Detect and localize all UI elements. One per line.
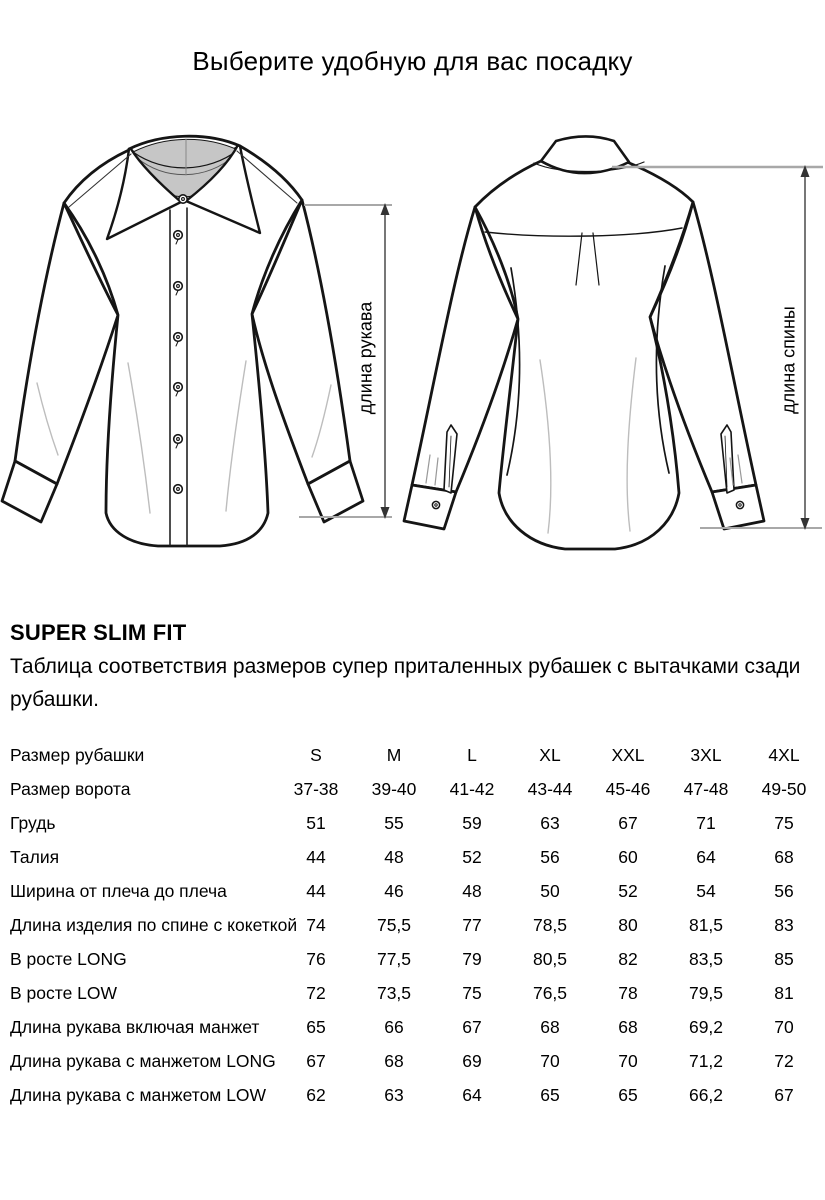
row-label: Размер ворота — [10, 778, 131, 799]
size-value: 70 — [618, 1050, 638, 1071]
table-row — [10, 806, 823, 840]
size-value: 52 — [618, 880, 638, 901]
size-value: 49-50 — [761, 778, 807, 799]
fit-description: Таблица соответствия размеров супер приталенных рубашек с вытачками сзади рубашки. — [10, 655, 801, 711]
size-value: 62 — [306, 1084, 326, 1105]
table-row — [10, 1078, 823, 1112]
size-value: 65 — [618, 1084, 638, 1105]
size-value: 75 — [774, 812, 794, 833]
size-value: 70 — [774, 1016, 794, 1037]
table-row — [10, 908, 823, 942]
table-row — [10, 1044, 823, 1078]
size-value: 72 — [774, 1050, 794, 1071]
size-value: 65 — [306, 1016, 326, 1037]
size-value: 67 — [306, 1050, 326, 1071]
size-value: 85 — [774, 948, 794, 969]
size-value: 47-48 — [683, 778, 729, 799]
size-value: 67 — [774, 1084, 794, 1105]
size-value: 68 — [540, 1016, 560, 1037]
row-label: Размер рубашки — [10, 744, 145, 765]
table-row — [10, 738, 823, 772]
size-value: 4XL — [768, 744, 800, 765]
row-label: Длина изделия по спине с кокеткой — [10, 914, 298, 935]
size-value: 71 — [696, 812, 716, 833]
row-label: Длина рукава с манжетом LOW — [10, 1084, 267, 1105]
size-value: 78,5 — [532, 914, 568, 935]
size-value: XXL — [611, 744, 645, 765]
page-title: Выберите удобную для вас посадку — [192, 46, 633, 76]
size-value: 55 — [384, 812, 404, 833]
size-value: 63 — [540, 812, 560, 833]
size-value: 79,5 — [688, 982, 724, 1003]
size-value: 79 — [462, 948, 482, 969]
fit-heading: SUPER SLIM FIT — [10, 620, 187, 645]
sleeve-length-label: длина рукава — [355, 301, 376, 415]
size-value: 64 — [696, 846, 716, 867]
size-value: 43-44 — [527, 778, 573, 799]
size-value: 66 — [384, 1016, 404, 1037]
size-value: 78 — [618, 982, 638, 1003]
size-value: 52 — [462, 846, 482, 867]
size-value: 68 — [618, 1016, 638, 1037]
size-value: 83 — [774, 914, 794, 935]
row-label: Длина рукава с манжетом LONG — [10, 1050, 276, 1071]
size-value: M — [386, 744, 402, 765]
shirt-diagram — [0, 125, 825, 557]
dimension-overlay — [0, 125, 825, 557]
row-label: В росте LOW — [10, 982, 118, 1003]
size-value: 48 — [384, 846, 404, 867]
row-label: В росте LONG — [10, 948, 127, 969]
table-row — [10, 840, 823, 874]
size-value: 39-40 — [371, 778, 417, 799]
table-row — [10, 942, 823, 976]
row-label: Грудь — [10, 812, 56, 833]
table-row — [10, 976, 823, 1010]
size-table — [10, 738, 823, 1112]
size-value: 44 — [306, 846, 326, 867]
row-label: Талия — [10, 846, 60, 867]
size-value: 81 — [774, 982, 794, 1003]
size-value: 70 — [540, 1050, 560, 1071]
size-value: 74 — [306, 914, 326, 935]
back-length-label: длина спины — [778, 306, 799, 414]
size-value: XL — [539, 744, 561, 765]
size-value: 56 — [540, 846, 560, 867]
row-label: Ширина от плеча до плеча — [10, 880, 227, 901]
size-value: 48 — [462, 880, 482, 901]
size-value: 63 — [384, 1084, 404, 1105]
size-value: 3XL — [690, 744, 722, 765]
size-value: L — [467, 744, 477, 765]
size-value: 54 — [696, 880, 716, 901]
size-value: 75 — [462, 982, 482, 1003]
row-label: Длина рукава включая манжет — [10, 1016, 260, 1037]
size-value: 65 — [540, 1084, 560, 1105]
size-value: 77,5 — [376, 948, 412, 969]
size-value: 69 — [462, 1050, 482, 1071]
size-value: 59 — [462, 812, 482, 833]
size-value: S — [310, 744, 322, 765]
size-value: 50 — [540, 880, 560, 901]
size-value: 72 — [306, 982, 326, 1003]
size-value: 45-46 — [605, 778, 651, 799]
size-value: 68 — [774, 846, 794, 867]
size-value: 44 — [306, 880, 326, 901]
size-value: 46 — [384, 880, 404, 901]
table-row — [10, 1010, 823, 1044]
size-value: 83,5 — [688, 948, 724, 969]
size-value: 82 — [618, 948, 638, 969]
table-row — [10, 874, 823, 908]
size-value: 51 — [306, 812, 326, 833]
size-value: 80,5 — [532, 948, 568, 969]
size-value: 71,2 — [688, 1050, 724, 1071]
size-value: 73,5 — [376, 982, 412, 1003]
size-value: 41-42 — [449, 778, 495, 799]
size-value: 66,2 — [688, 1084, 724, 1105]
size-value: 60 — [618, 846, 638, 867]
table-row — [10, 772, 823, 806]
size-value: 80 — [618, 914, 638, 935]
size-value: 69,2 — [688, 1016, 724, 1037]
size-value: 67 — [618, 812, 638, 833]
size-value: 76 — [306, 948, 326, 969]
size-value: 56 — [774, 880, 794, 901]
size-value: 77 — [462, 914, 482, 935]
size-value: 75,5 — [376, 914, 412, 935]
size-value: 81,5 — [688, 914, 724, 935]
size-value: 64 — [462, 1084, 482, 1105]
size-value: 37-38 — [293, 778, 339, 799]
size-value: 68 — [384, 1050, 404, 1071]
size-value: 67 — [462, 1016, 482, 1037]
size-value: 76,5 — [532, 982, 568, 1003]
